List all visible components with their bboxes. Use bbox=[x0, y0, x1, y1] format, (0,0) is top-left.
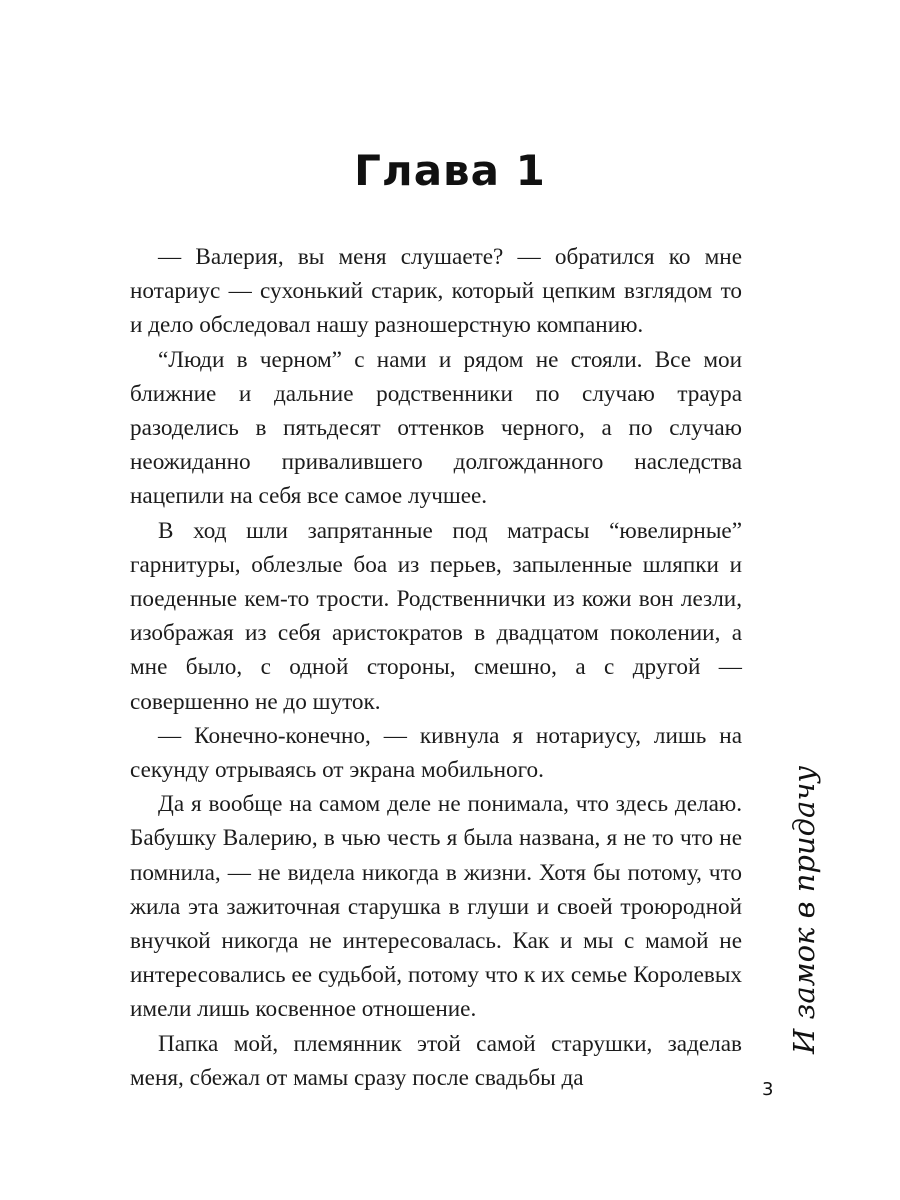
paragraph: Да я вообще на самом деле не понимала, что здесь делаю. Бабушку Валерию, в чью честь я была названа, я не то что не помнила, — не видела никогда в жизни. Хотя бы потому, что жила эта зажиточная старушка в глуши и своей троюродной внучкой никогда не интересовалась. Как и мы с мамой не интересовались ее судьбой, потому что к их семье Королевых имели лишь косвенное отношение. bbox=[130, 791, 742, 1023]
paragraph: — Конечно-конечно, — кивнула я нотариусу, лишь на секунду отрываясь от экрана мобильного. bbox=[130, 722, 742, 784]
paragraph: Папка мой, племянник этой самой старушки, заделав меня, сбежал от мамы сразу после свадьбы да bbox=[130, 1030, 742, 1091]
page-number: 3 bbox=[762, 1079, 774, 1100]
paragraph: “Люди в черном” с нами и рядом не стояли. Все мои ближние и дальние родственники по случаю траура разоделись в пятьдесят оттенков черного, а по случаю неожиданно привалившего долгожданного наследства нацепили на себя все самое лучшее. bbox=[130, 346, 742, 510]
chapter-title: Глава 1 bbox=[354, 146, 546, 195]
body-text bbox=[130, 240, 742, 1095]
running-title: И замок в придачу bbox=[787, 765, 821, 1054]
paragraph: — Валерия, вы меня слушаете? — обратился ко мне нотариус — сухонький старик, который цепким взглядом то и дело обследовал нашу разношерстную компанию. bbox=[130, 244, 742, 339]
paragraph: В ход шли запрятанные под матрасы “ювелирные” гарнитуры, облезлые боа из перьев, запыленные шляпки и поеденные кем-то трости. Родственнички из кожи вон лезли, изображая из себя аристократов в двадцатом поколении, а мне было, с одной стороны, смешно, а с другой — совершенно не до шуток. bbox=[130, 517, 742, 715]
